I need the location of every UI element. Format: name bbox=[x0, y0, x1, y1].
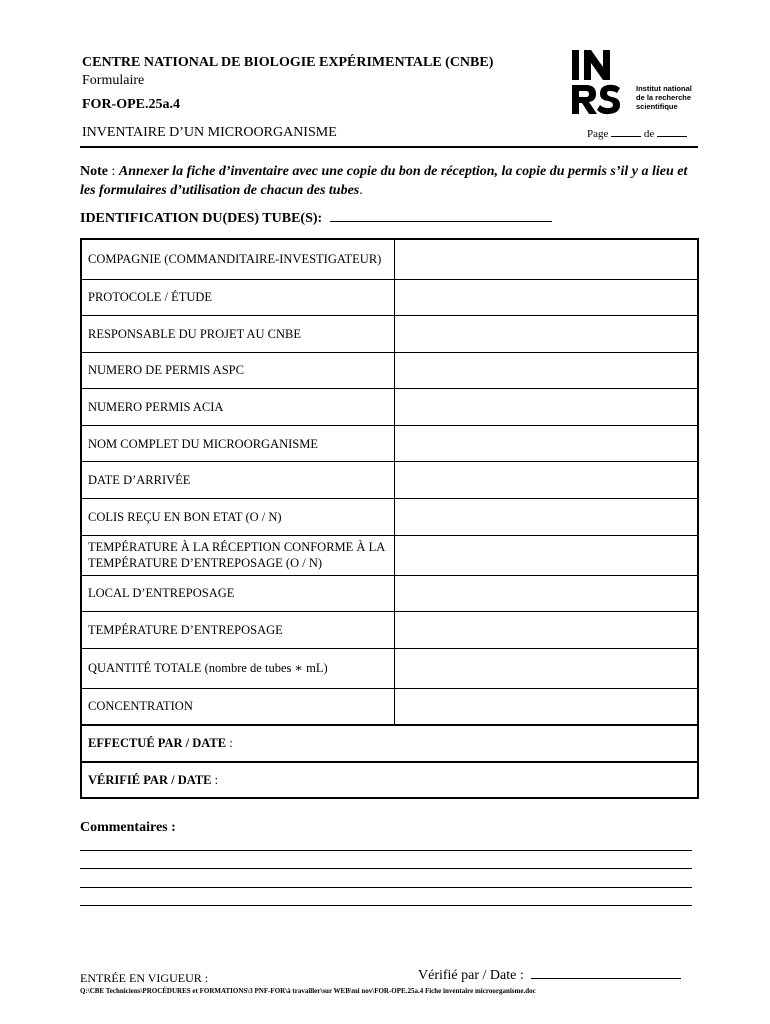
row-label: NUMERO PERMIS ACIA bbox=[81, 389, 394, 426]
row-label: NOM COMPLET DU MICROORGANISME bbox=[81, 425, 394, 462]
logo-caption bbox=[636, 84, 692, 111]
verifie-row[interactable] bbox=[81, 762, 698, 799]
verified-by-date bbox=[418, 967, 681, 984]
verified-by-field[interactable] bbox=[531, 967, 681, 979]
logo-caption-line-1: Institut national bbox=[636, 84, 692, 93]
comment-line[interactable] bbox=[80, 905, 692, 906]
row-value-field[interactable] bbox=[394, 462, 698, 499]
row-label: TEMPÉRATURE À LA RÉCEPTION CONFORME À LA TEMPÉRATURE D’ENTREPOSAGE (O / N) bbox=[81, 535, 394, 575]
verifie-par-date-field[interactable] bbox=[81, 762, 698, 799]
row-value-field[interactable] bbox=[394, 648, 698, 688]
row-value-field[interactable] bbox=[394, 425, 698, 462]
table-row bbox=[81, 688, 698, 725]
page-label: Page bbox=[587, 128, 609, 140]
tube-identification-field[interactable] bbox=[330, 210, 552, 222]
instruction-note bbox=[80, 162, 700, 200]
table-row bbox=[81, 499, 698, 536]
table-row bbox=[81, 389, 698, 426]
table-row bbox=[81, 316, 698, 353]
note-text: Annexer la fiche d’inventaire avec une copie du bon de réception, la copie du permis s’il y a lieu et les formulaires d’utilisation de chacun des tubes bbox=[80, 164, 688, 198]
page-of-label: de bbox=[643, 128, 655, 140]
comment-line[interactable] bbox=[80, 850, 692, 851]
form-title: INVENTAIRE D’UN MICROORGANISME bbox=[82, 125, 337, 140]
row-value-field[interactable] bbox=[394, 535, 698, 575]
tube-identification bbox=[80, 210, 552, 227]
tube-identification-label: IDENTIFICATION DU(DES) TUBE(S) bbox=[80, 211, 318, 226]
table-row bbox=[81, 279, 698, 316]
row-label: COLIS REÇU EN BON ETAT (O / N) bbox=[81, 499, 394, 536]
verifie-colon: : bbox=[211, 772, 219, 787]
row-label: RESPONSABLE DU PROJET AU CNBE bbox=[81, 316, 394, 353]
row-label: QUANTITÉ TOTALE (nombre de tubes ∗ mL) bbox=[81, 648, 394, 688]
organization-name: CENTRE NATIONAL DE BIOLOGIE EXPÉRIMENTALE (CNBE) bbox=[82, 55, 494, 70]
comment-line[interactable] bbox=[80, 868, 692, 869]
row-label: COMPAGNIE (COMMANDITAIRE-INVESTIGATEUR) bbox=[81, 239, 394, 279]
table-row bbox=[81, 239, 698, 279]
row-value-field[interactable] bbox=[394, 612, 698, 649]
row-value-field[interactable] bbox=[394, 316, 698, 353]
comment-line[interactable] bbox=[80, 887, 692, 888]
effectue-colon: : bbox=[226, 736, 233, 751]
table-row bbox=[81, 612, 698, 649]
effectue-label: EFFECTUÉ PAR / DATE bbox=[88, 736, 227, 751]
row-label: TEMPÉRATURE D’ENTREPOSAGE bbox=[81, 612, 394, 649]
form-type: Formulaire bbox=[82, 73, 145, 88]
effective-date-label: ENTRÉE EN VIGUEUR : bbox=[80, 971, 209, 985]
row-value-field[interactable] bbox=[394, 279, 698, 316]
row-label: PROTOCOLE / ÉTUDE bbox=[81, 279, 394, 316]
row-label: NUMERO DE PERMIS ASPC bbox=[81, 352, 394, 389]
row-value-field[interactable] bbox=[394, 575, 698, 612]
row-label: DATE D’ARRIVÉE bbox=[81, 462, 394, 499]
effectue-par-date-field[interactable] bbox=[81, 725, 698, 762]
table-row bbox=[81, 352, 698, 389]
row-value-field[interactable] bbox=[394, 688, 698, 725]
file-path: Q:\CBE Techniciens\PROCÉDURES et FORMATIONS\3 PNF-FOR\à travailler\sur WEB\mi nov\FOR-OPE.25a.4 Fiche inventaire microorganisme.doc bbox=[80, 987, 536, 995]
row-value-field[interactable] bbox=[394, 239, 698, 279]
table-row bbox=[81, 575, 698, 612]
row-label: LOCAL D’ENTREPOSAGE bbox=[81, 575, 394, 612]
verified-by-label: Vérifié par / Date : bbox=[418, 968, 524, 983]
header-divider bbox=[80, 146, 698, 148]
page-number-field bbox=[587, 127, 687, 140]
table-row bbox=[81, 535, 698, 575]
note-end: . bbox=[359, 183, 363, 198]
note-separator: : bbox=[108, 164, 119, 179]
row-value-field[interactable] bbox=[394, 352, 698, 389]
row-value-field[interactable] bbox=[394, 389, 698, 426]
effectue-row[interactable] bbox=[81, 725, 698, 762]
row-label: CONCENTRATION bbox=[81, 688, 394, 725]
logo-caption-line-3: scientifique bbox=[636, 102, 678, 111]
verifie-label: VÉRIFIÉ PAR / DATE bbox=[88, 772, 212, 787]
inventory-table bbox=[80, 238, 699, 799]
logo-caption-line-2: de la recherche bbox=[636, 93, 692, 102]
tube-identification-sep: : bbox=[317, 211, 323, 226]
comments-label: Commentaires : bbox=[80, 820, 176, 835]
table-row bbox=[81, 648, 698, 688]
logo-wordmark: INRS bbox=[570, 45, 573, 46]
table-row bbox=[81, 462, 698, 499]
page-number-blank bbox=[611, 127, 641, 137]
row-value-field[interactable] bbox=[394, 499, 698, 536]
page-total-blank bbox=[657, 127, 687, 137]
table-row bbox=[81, 425, 698, 462]
form-code: FOR-OPE.25a.4 bbox=[82, 97, 180, 112]
note-label: Note bbox=[80, 164, 108, 179]
